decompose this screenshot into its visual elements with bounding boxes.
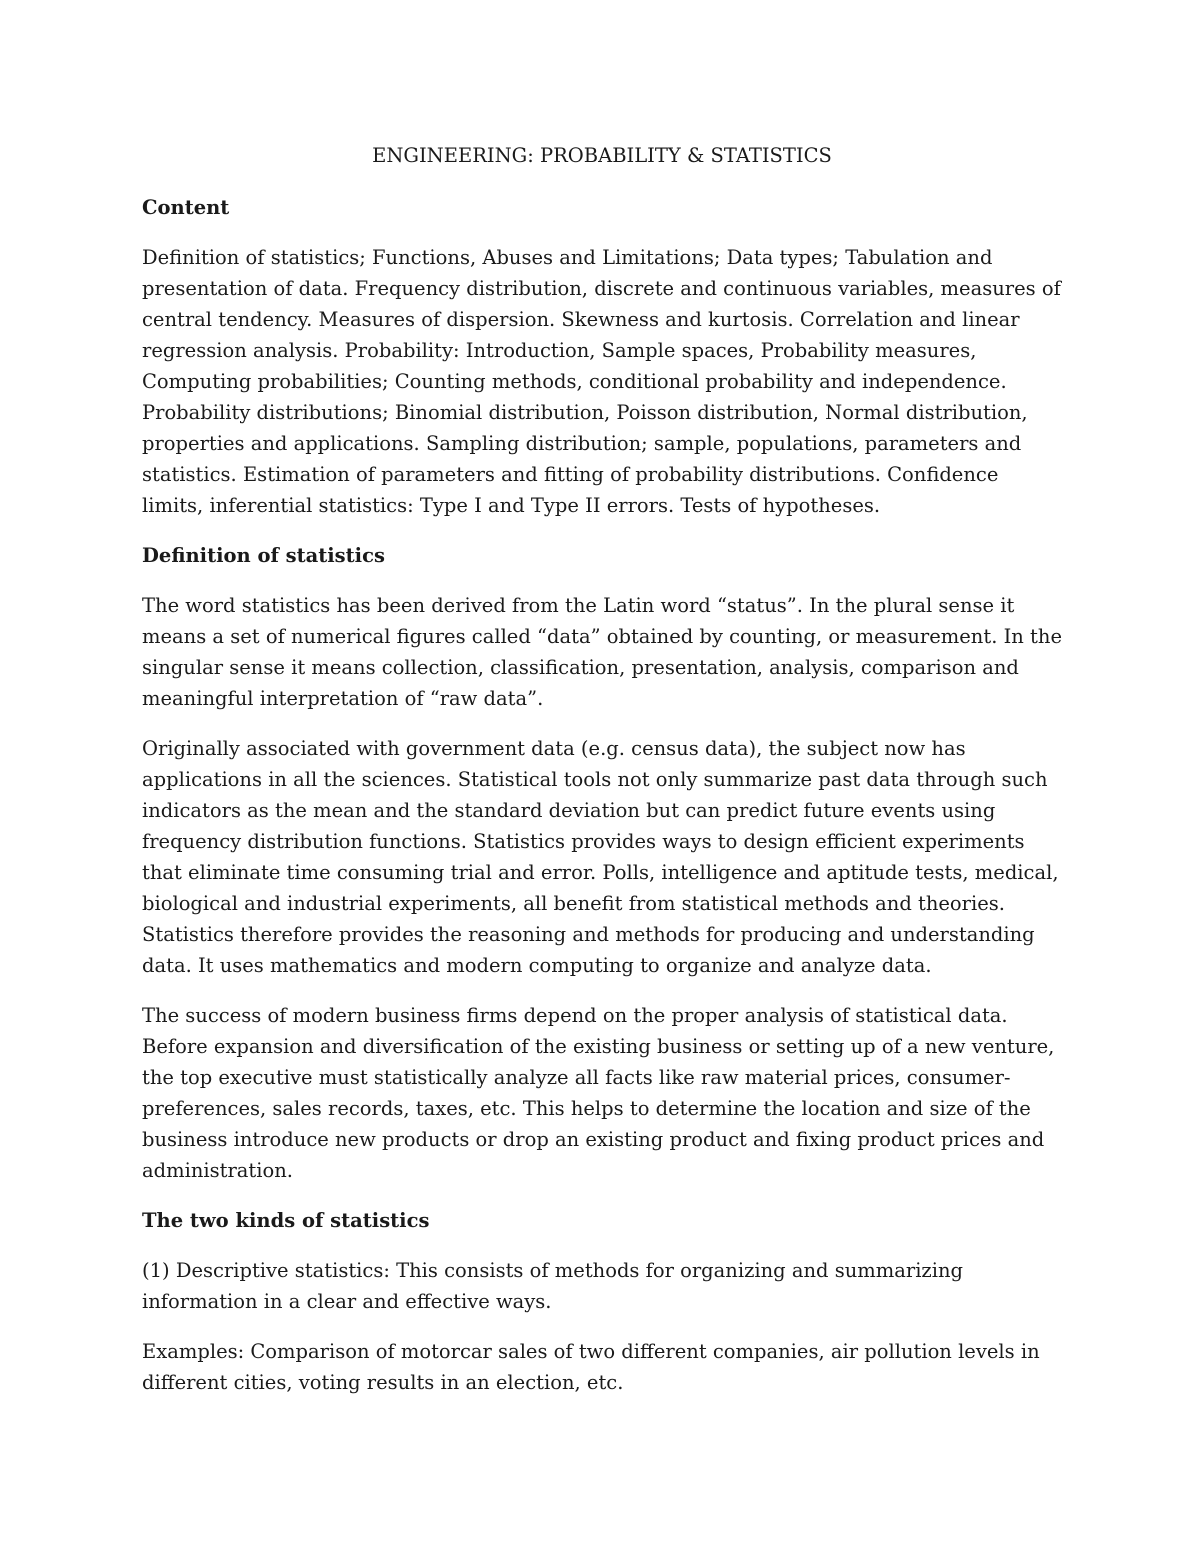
content-paragraph: Definition of statistics; Functions, Abuses and Limitations; Data types; Tabulation and presentation of data. Frequency distribution, discrete and continuous variables, measures of central tendency. Measures of dispersion. Skewness and kurtosis. Correlation and linear regression analysis. Probability: Introduction, Sample spaces, Probability measures, Computing probabilities; Counting methods, conditional probability and independence. Probability distributions; Binomial distribution, Poisson distribution, Normal distribution, properties and applications. Sampling distribution; sample, populations, parameters and statistics. Estimation of parameters and fitting of probability distributions. Confidence limits, inferential statistics: Type I and Type II errors. Tests of hypotheses. bbox=[142, 246, 1061, 517]
definition-paragraph-1: The word statistics has been derived from the Latin word “status”. In the plural sense it means a set of numerical figures called “data” obtained by counting, or measurement. In the singular sense it means collection, classification, presentation, analysis, comparison and meaningful interpretation of “raw data”. bbox=[142, 594, 1062, 710]
section-heading-definition: Definition of statistics bbox=[142, 544, 385, 567]
document-body bbox=[142, 140, 1062, 1417]
document-title: ENGINEERING: PROBABILITY & STATISTICS bbox=[372, 144, 832, 167]
definition-paragraph-3: The success of modern business firms depend on the proper analysis of statistical data. Before expansion and diversification of the existing business or setting up of a new venture, the top executive must statistically analyze all facts like raw material prices, consumer-preferences, sales records, taxes, etc. This helps to determine the location and size of the business introduce new products or drop an existing product and fixing product prices and administration. bbox=[142, 1004, 1055, 1182]
two-kinds-paragraph-2: Examples: Comparison of motorcar sales of two different companies, air pollution levels in different cities, voting results in an election, etc. bbox=[142, 1340, 1040, 1394]
definition-paragraph-2: Originally associated with government data (e.g. census data), the subject now has applications in all the sciences. Statistical tools not only summarize past data through such indicators as the mean and the standard deviation but can predict future events using frequency distribution functions. Statistics provides ways to design efficient experiments that eliminate time consuming trial and error. Polls, intelligence and aptitude tests, medical, biological and industrial experiments, all benefit from statistical methods and theories. Statistics therefore provides the reasoning and methods for producing and understanding data. It uses mathematics and modern computing to organize and analyze data. bbox=[142, 737, 1059, 977]
section-heading-content: Content bbox=[142, 196, 230, 219]
two-kinds-paragraph-1: (1) Descriptive statistics: This consists of methods for organizing and summarizing information in a clear and effective ways. bbox=[142, 1259, 963, 1313]
section-heading-two-kinds: The two kinds of statistics bbox=[142, 1209, 430, 1232]
